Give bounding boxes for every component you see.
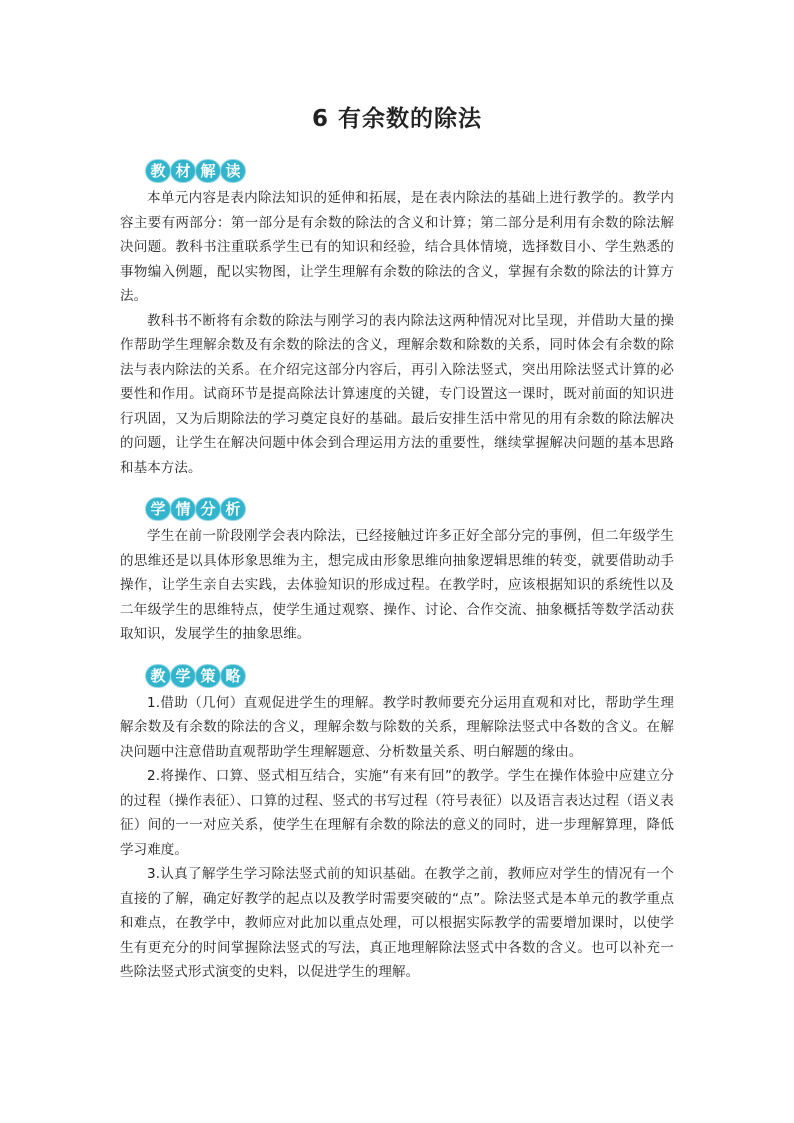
paragraph: 2.将操作、口算、竖式相互结合，实施“有来有回”的教学。学生在操作体验中应建立分的过程（操作表征）、口算的过程、竖式的书写过程（符号表征）以及语言表达过程（语义表征）间的一一对应关系，使学生在理解有余数的除法的意义的同时，进一步理解算理，降低学习难度。 xyxy=(120,768,674,858)
section-heading-badge xyxy=(146,160,245,182)
heading-char: 析 xyxy=(221,498,245,520)
heading-char: 情 xyxy=(171,498,195,520)
heading-char: 解 xyxy=(196,160,220,182)
heading-char: 略 xyxy=(221,665,245,687)
heading-char: 学 xyxy=(171,665,195,687)
heading-char: 教 xyxy=(146,160,170,182)
section-textbook-reading xyxy=(120,150,674,480)
paragraph: 1.借助（几何）直观促进学生的理解。教学时教师要充分运用直观和对比，帮助学生理解余数及有余数的除法的含义，理解余数与除数的关系，理解除法竖式中各数的含义。在解决问题中注意借助直观帮助学生理解题意、分析数量关系、明白解题的缘由。 xyxy=(120,694,674,760)
section-student-analysis xyxy=(120,488,674,647)
page-title: 6 有余数的除法 xyxy=(311,106,482,132)
paragraph: 教科书不断将有余数的除法与刚学习的表内除法这两种情况对比呈现，并借助大量的操作帮助学生理解余数及有余数的除法的含义，理解余数和除数的关系，同时体会有余数的除法与表内除法的关系。在介绍完这部分内容后，再引入除法竖式，突出用除法竖式计算的必要性和作用。试商环节是提高除法计算速度的关键，专门设置这一课时，既对前面的知识进行巩固，又为后期除法的学习奠定良好的基础。最后安排生活中常见的用有余数的除法解决的问题，让学生在解决问题中体会到合理运用方法的重要性，继续掌握解决问题的基本思路和基本方法。 xyxy=(120,312,674,476)
heading-char: 分 xyxy=(196,498,220,520)
heading-char: 策 xyxy=(196,665,220,687)
section-teaching-strategy xyxy=(120,655,674,985)
heading-char: 读 xyxy=(221,160,245,182)
paragraph: 3.认真了解学生学习除法竖式前的知识基础。在教学之前，教师应对学生的情况有一个直接的了解，确定好教学的起点以及教学时需要突破的“点”。除法竖式是本单元的教学重点和难点，在教学中，教师应对此加以重点处理，可以根据实际教学的需要增加课时，以使学生有更充分的时间掌握除法竖式的写法，真正地理解除法竖式中各数的含义。也可以补充一些除法竖式形式演变的史料，以促进学生的理解。 xyxy=(120,866,674,980)
section-heading-badge xyxy=(146,498,245,520)
heading-char: 教 xyxy=(146,665,170,687)
paragraph: 学生在前一阶段刚学会表内除法，已经接触过许多正好全部分完的事例，但二年级学生的思维还是以具体形象思维为主，想完成由形象思维向抽象逻辑思维的转变，就要借助动手操作，让学生亲自去实践，去体验知识的形成过程。在教学时，应该根据知识的系统性以及二年级学生的思维特点，使学生通过观察、操作、讨论、合作交流、抽象概括等数学活动获取知识，发展学生的抽象思维。 xyxy=(120,528,674,642)
heading-char: 材 xyxy=(171,160,195,182)
heading-char: 学 xyxy=(146,498,170,520)
paragraph: 本单元内容是表内除法知识的延伸和拓展，是在表内除法的基础上进行教学的。教学内容主要有两部分：第一部分是有余数的除法的含义和计算；第二部分是利用有余数的除法解决问题。教科书注重联系学生已有的知识和经验，结合具体情境，选择数目小、学生熟悉的事物编入例题，配以实物图，让学生理解有余数的除法的含义，掌握有余数的除法的计算方法。 xyxy=(120,190,674,304)
section-heading-badge xyxy=(146,665,245,687)
